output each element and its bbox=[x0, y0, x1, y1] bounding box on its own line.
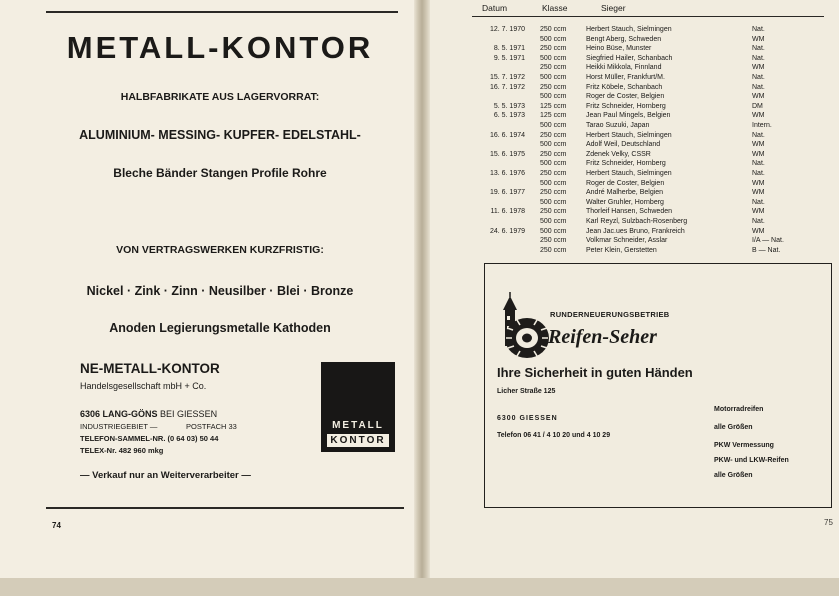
results-row bbox=[470, 44, 820, 53]
result-winner: Fritz Schneider, Hornberg bbox=[586, 102, 666, 110]
result-winner: Jean Paul Mingels, Belgien bbox=[586, 112, 671, 120]
result-class: 250 ccm bbox=[540, 83, 567, 91]
result-winner: Herbert Stauch, Sielmingen bbox=[586, 26, 672, 33]
nonferrous-metals-line: Nickel · Zink · Zinn · Neusilber · Blei · Bronze bbox=[86, 284, 354, 298]
result-date: 16. 7. 1972 bbox=[489, 83, 525, 91]
results-row bbox=[470, 63, 820, 72]
result-winner: Zdenek Velky, CSSR bbox=[586, 150, 651, 158]
result-note: WM bbox=[752, 35, 765, 43]
result-winner: Walter Gruhler, Hornberg bbox=[586, 198, 664, 206]
result-note: B — Nat. bbox=[752, 246, 781, 254]
company-address bbox=[80, 422, 255, 431]
table-header-rule bbox=[472, 16, 824, 17]
ad-title: METALL-KONTOR bbox=[66, 30, 374, 65]
results-table bbox=[470, 25, 820, 257]
results-row bbox=[470, 35, 820, 44]
tire-ad-slogan: Ihre Sicherheit in guten Händen bbox=[497, 365, 693, 380]
result-class: 250 ccm bbox=[540, 26, 567, 33]
result-class: 250 ccm bbox=[540, 246, 567, 254]
result-winner: Herbert Stauch, Sielmingen bbox=[586, 170, 672, 177]
alloys-line: Anoden Legierungsmetalle Kathoden bbox=[109, 321, 331, 335]
result-note: Nat. bbox=[752, 131, 765, 139]
metall-kontor-logo bbox=[321, 362, 395, 452]
logo-line-1: METALL bbox=[332, 420, 384, 431]
tire-ad-phone: Telefon 06 41 / 4 10 20 und 4 10 29 bbox=[497, 432, 611, 439]
results-row bbox=[470, 92, 820, 101]
service-item: PKW Vermessung bbox=[714, 442, 774, 449]
result-class: 250 ccm bbox=[540, 170, 567, 177]
result-date: 24. 6. 1979 bbox=[489, 227, 525, 235]
logo-line-2: KONTOR bbox=[327, 434, 389, 447]
service-item: PKW- und LKW-Reifen bbox=[714, 457, 789, 464]
ad-subtitle: HALBFABRIKATE AUS LAGERVORRAT: bbox=[120, 91, 320, 103]
service-item: alle Größen bbox=[714, 472, 753, 479]
result-winner: Bengt Aberg, Schweden bbox=[586, 35, 662, 43]
service-item: Motorradreifen bbox=[714, 406, 764, 413]
result-note: WM bbox=[752, 189, 765, 197]
result-date: 8. 5. 1971 bbox=[493, 45, 525, 53]
result-winner: André Malherbe, Belgien bbox=[586, 189, 664, 197]
company-telex: TELEX-Nr. 482 960 mkg bbox=[80, 446, 164, 455]
result-note: Nat. bbox=[752, 218, 765, 225]
results-row bbox=[470, 121, 820, 130]
results-row bbox=[470, 159, 820, 168]
results-row bbox=[470, 150, 820, 159]
result-winner: Horst Müller, Frankfurt/M. bbox=[586, 74, 665, 81]
result-class: 500 ccm bbox=[540, 218, 567, 225]
result-date: 6. 5. 1973 bbox=[493, 112, 525, 120]
result-class: 250 ccm bbox=[540, 189, 567, 197]
result-date: 9. 5. 1971 bbox=[493, 54, 525, 62]
product-forms-line: Bleche Bänder Stangen Profile Rohre bbox=[113, 166, 327, 180]
resale-note: — Verkauf nur an Weiterverarbeiter — bbox=[80, 470, 251, 481]
result-date: 15. 6. 1975 bbox=[489, 150, 525, 158]
results-row bbox=[470, 217, 820, 226]
book-gutter bbox=[414, 0, 430, 580]
tire-ad-street: Licher Straße 125 bbox=[497, 388, 556, 395]
top-rule bbox=[46, 11, 398, 13]
result-winner: Volkmar Schneider, Asslar bbox=[586, 237, 668, 245]
tire-ad-city: 6300 GIESSEN bbox=[497, 415, 558, 422]
result-note: Nat. bbox=[752, 170, 765, 177]
result-note: WM bbox=[752, 141, 765, 149]
result-class: 500 ccm bbox=[540, 54, 567, 62]
result-winner: Herbert Stauch, Sielmingen bbox=[586, 131, 672, 139]
result-class: 250 ccm bbox=[540, 131, 567, 139]
result-class: 250 ccm bbox=[540, 237, 567, 245]
company-city bbox=[80, 409, 217, 419]
service-item: alle Größen bbox=[714, 424, 753, 431]
header-date: Datum bbox=[482, 3, 508, 13]
result-date: 13. 6. 1976 bbox=[489, 170, 525, 177]
metals-line: ALUMINIUM- MESSING- KUPFER- EDELSTAHL- bbox=[79, 128, 361, 142]
results-row bbox=[470, 102, 820, 111]
result-date: 19. 6. 1977 bbox=[489, 189, 525, 197]
result-class: 500 ccm bbox=[540, 141, 567, 149]
result-note: WM bbox=[752, 93, 765, 101]
results-row bbox=[470, 179, 820, 188]
header-winner: Sieger bbox=[601, 3, 626, 13]
result-note: WM bbox=[752, 150, 765, 158]
result-winner: Peter Klein, Gerstetten bbox=[586, 246, 657, 254]
header-class: Klasse bbox=[542, 3, 568, 13]
page-number-right: 75 bbox=[824, 518, 833, 527]
result-date: 15. 7. 1972 bbox=[489, 74, 525, 81]
results-row bbox=[470, 25, 820, 34]
company-name: NE-METALL-KONTOR bbox=[80, 361, 220, 376]
result-note: I/A — Nat. bbox=[752, 237, 784, 245]
tire-tower-icon bbox=[497, 292, 553, 360]
results-row bbox=[470, 188, 820, 197]
result-winner: Roger de Coster, Belgien bbox=[586, 179, 665, 187]
result-class: 250 ccm bbox=[540, 45, 567, 53]
result-class: 500 ccm bbox=[540, 198, 567, 206]
contract-heading: VON VERTRAGSWERKEN KURZFRISTIG: bbox=[116, 244, 324, 256]
result-note: WM bbox=[752, 208, 765, 216]
result-note: WM bbox=[752, 64, 765, 72]
result-winner: Heino Büse, Munster bbox=[586, 45, 652, 53]
city-suffix: BEI GIESSEN bbox=[160, 409, 218, 419]
result-class: 250 ccm bbox=[540, 150, 567, 158]
result-class: 500 ccm bbox=[540, 160, 567, 168]
results-row bbox=[470, 140, 820, 149]
results-row bbox=[470, 246, 820, 255]
result-note: WM bbox=[752, 112, 765, 120]
results-row bbox=[470, 236, 820, 245]
result-winner: Thorleif Hansen, Schweden bbox=[586, 208, 672, 216]
results-row bbox=[470, 54, 820, 63]
result-winner: Tarao Suzuki, Japan bbox=[586, 122, 650, 129]
result-class: 500 ccm bbox=[540, 93, 567, 101]
results-row bbox=[470, 83, 820, 92]
result-date: 5. 5. 1973 bbox=[493, 102, 525, 110]
result-winner: Karl Reyzl, Sulzbach-Rosenberg bbox=[586, 218, 688, 225]
result-date: 11. 6. 1978 bbox=[490, 208, 525, 216]
results-row bbox=[470, 207, 820, 216]
result-date: 16. 6. 1974 bbox=[489, 131, 525, 139]
result-class: 125 ccm bbox=[540, 112, 567, 120]
page-number-left: 74 bbox=[52, 521, 61, 530]
company-phone: TELEFON-SAMMEL-NR. (0 64 03) 50 44 bbox=[80, 434, 219, 443]
result-note: DM bbox=[752, 102, 763, 110]
result-winner: Fritz Köbele, Schanbach bbox=[586, 83, 663, 91]
result-note: Nat. bbox=[752, 45, 765, 53]
result-winner: Heikki Mikkola, Finnland bbox=[586, 64, 662, 72]
result-note: WM bbox=[752, 227, 765, 235]
results-row bbox=[470, 111, 820, 120]
result-winner: Roger de Coster, Belgien bbox=[586, 93, 665, 101]
results-row bbox=[470, 73, 820, 82]
results-row bbox=[470, 198, 820, 207]
po-box: POSTFACH 33 bbox=[186, 422, 237, 431]
result-winner: Adolf Weil, Deutschland bbox=[586, 141, 661, 149]
industrial-area: INDUSTRIEGEBIET — bbox=[80, 422, 158, 431]
results-table-header bbox=[482, 3, 814, 15]
result-winner: Siegfried Hailer, Schanbach bbox=[586, 54, 673, 62]
results-row bbox=[470, 169, 820, 178]
tire-ad-heading: RUNDERNEUERUNGSBETRIEB bbox=[550, 310, 670, 319]
result-class: 250 ccm bbox=[540, 64, 567, 72]
page-edge bbox=[0, 578, 839, 596]
result-class: 125 ccm bbox=[540, 102, 567, 110]
result-class: 500 ccm bbox=[540, 35, 567, 43]
result-date: 12. 7. 1970 bbox=[489, 26, 525, 33]
result-note: Intern. bbox=[752, 122, 772, 129]
result-note: Nat. bbox=[752, 54, 765, 62]
result-note: WM bbox=[752, 179, 765, 187]
result-class: 500 ccm bbox=[540, 122, 567, 129]
result-note: Nat. bbox=[752, 160, 765, 168]
result-winner: Jean Jac.ues Bruno, Frankreich bbox=[586, 227, 685, 235]
result-note: Nat. bbox=[752, 26, 765, 33]
results-row bbox=[470, 227, 820, 236]
result-note: Nat. bbox=[752, 83, 765, 91]
result-class: 500 ccm bbox=[540, 179, 567, 187]
result-class: 500 ccm bbox=[540, 74, 567, 81]
result-class: 500 ccm bbox=[540, 227, 567, 235]
results-row bbox=[470, 131, 820, 140]
bottom-rule bbox=[46, 507, 404, 509]
result-note: Nat. bbox=[752, 198, 765, 206]
result-class: 250 ccm bbox=[540, 208, 567, 216]
tire-ad-brand: Reifen-Seher bbox=[548, 326, 657, 348]
postcode-city: 6306 LANG-GÖNS bbox=[80, 409, 158, 419]
company-legal-form: Handelsgesellschaft mbH + Co. bbox=[80, 381, 207, 391]
result-note: Nat. bbox=[752, 74, 765, 81]
result-winner: Fritz Schneider, Hornberg bbox=[586, 160, 666, 168]
